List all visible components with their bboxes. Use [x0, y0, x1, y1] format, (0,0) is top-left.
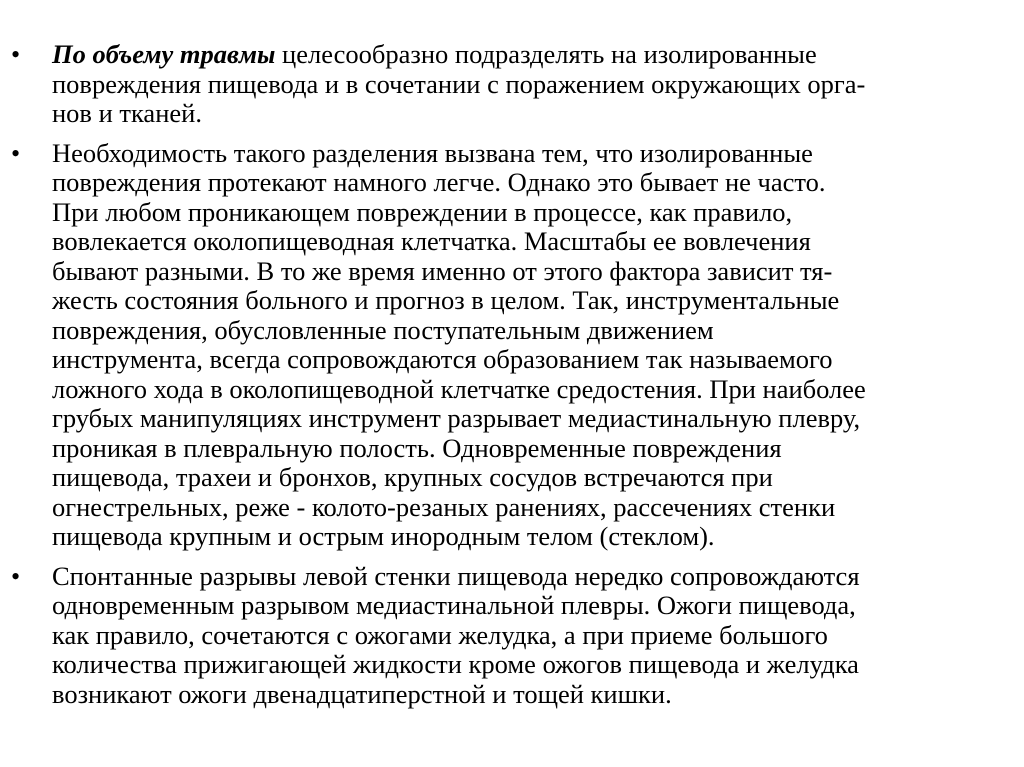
text-line: Необходимость такого разделения вызвана тем, что изолированные	[52, 137, 813, 168]
bullet-item-1	[11, 40, 1004, 129]
text-line: огнестрельных, реже - колото-резаных ранениях, рассечениях стенки	[52, 491, 836, 522]
text-line: как правило, сочетаются с ожогами желудка, а при приеме большого	[52, 619, 828, 650]
text-line: повреждения протекают намного легче. Однако это бывает не часто.	[52, 167, 826, 197]
text-line: грубых манипуляциях инструмент разрывает медиастинальную плевру,	[52, 403, 861, 433]
bullet-item-3	[11, 562, 1004, 710]
emphasis-term: По объему травмы	[52, 39, 276, 69]
bullet-list	[11, 40, 1004, 709]
text-line: При любом проникающем повреждении в процессе, как правило,	[52, 196, 793, 227]
text-line: количества прижигающей жидкости кроме ожогов пищевода и желудка	[52, 649, 859, 679]
text-line: пищевода, трахеи и бронхов, крупных сосудов встречаются при	[52, 462, 773, 492]
text-line: пищевода крупным и острым инородным телом (стеклом).	[52, 521, 715, 551]
text-line: повреждения, обусловленные поступательным движением	[52, 314, 714, 345]
bullet-icon: •	[11, 138, 21, 168]
text-line: возникают ожоги двенадцатиперстной и тощей кишки.	[52, 678, 672, 709]
bullet-icon: •	[11, 40, 21, 69]
text-line: Спонтанные разрывы левой стенки пищевода нередко сопровождаются	[52, 560, 860, 591]
text-line: повреждения пищевода и в сочетании с поражением окружающих орга-	[52, 68, 866, 99]
text-line: нов и тканей.	[52, 98, 202, 128]
text-line: проникая в плевральную полость. Одновременные повреждения	[52, 432, 782, 463]
bullet-item-2	[11, 139, 1004, 552]
text-line: бывают разными. В то же время именно от этого фактора зависит тя-	[52, 255, 833, 286]
text-line: одновременным разрывом медиастинальной плевры. Ожоги пищевода,	[52, 590, 856, 620]
text-line	[52, 39, 817, 69]
text-line: вовлекается околопищеводная клетчатка. Масштабы ее вовлечения	[52, 226, 811, 256]
text-line: инструмента, всегда сопровождаются образованием так называемого	[52, 344, 833, 374]
text-segment: целесообразно подразделять на изолированные	[275, 39, 817, 69]
bullet-icon: •	[11, 561, 21, 591]
text-line: ложного хода в околопищеводной клетчатке средостения. При наиболее	[52, 373, 866, 404]
text-line: жесть состояния больного и прогноз в целом. Так, инструментальные	[52, 285, 840, 315]
